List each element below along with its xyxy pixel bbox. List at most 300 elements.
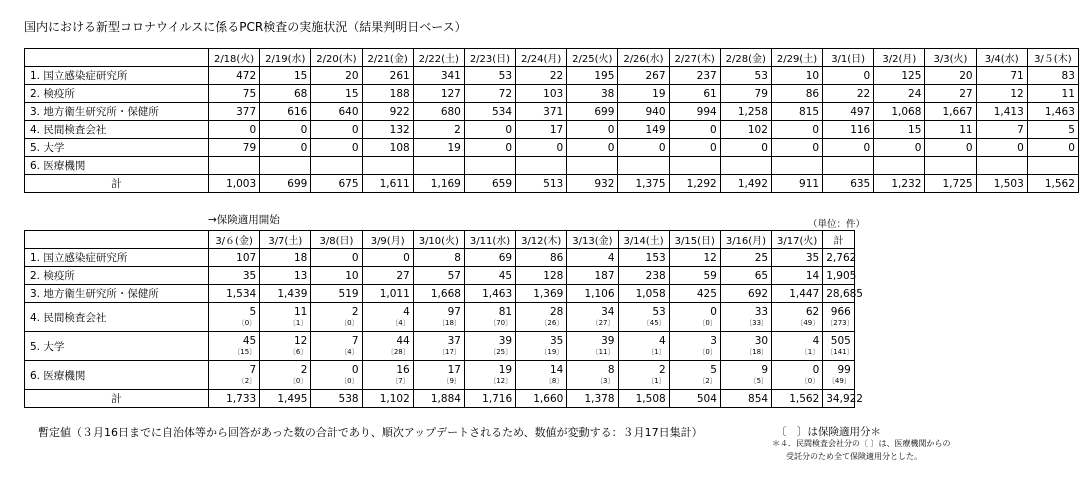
count-value: 0 [710, 306, 717, 318]
count-cell: 71 [976, 67, 1027, 85]
total-cell: 1,375 [618, 175, 669, 193]
count-value: 14 [549, 364, 564, 376]
table-header-row [25, 49, 1079, 67]
count-cell: 19 [618, 85, 669, 103]
row-label: 1. 国立感染症研究所 [25, 249, 209, 267]
count-cell [618, 303, 669, 332]
count-cell: 0 [260, 121, 311, 139]
count-cell [772, 332, 823, 361]
count-cell: 20 [311, 67, 362, 85]
insurance-count-value: 〔1〕 [647, 377, 666, 385]
insurance-count-value: 〔28〕 [386, 348, 410, 356]
total-cell: 1,716 [464, 390, 515, 408]
count-cell: 922 [362, 103, 413, 121]
insurance-count-value: 〔18〕 [745, 348, 769, 356]
total-cell: 1,292 [669, 175, 720, 193]
count-cell [720, 303, 771, 332]
count-cell: 45 [464, 267, 515, 285]
total-cell: 1,733 [209, 390, 260, 408]
count-cell [464, 361, 515, 390]
count-cell: 35 [772, 249, 823, 267]
insurance-count-value: 〔12〕 [489, 377, 513, 385]
count-cell: 1,011 [362, 285, 413, 303]
count-cell: 79 [209, 139, 260, 157]
count-cell: 25 [720, 249, 771, 267]
count-cell: 1,068 [874, 103, 925, 121]
count-cell [567, 332, 618, 361]
insurance-count-value: 〔4〕 [391, 319, 410, 327]
count-cell: 12 [669, 249, 720, 267]
count-cell: 371 [516, 103, 567, 121]
count-cell: 237 [669, 67, 720, 85]
count-cell [669, 157, 720, 175]
table-row [25, 103, 1079, 121]
insurance-count-value: 〔26〕 [540, 319, 564, 327]
date-header: 3/10(火) [413, 231, 464, 249]
date-header: 2/24(月) [516, 49, 567, 67]
count-cell [464, 303, 515, 332]
table-row [25, 332, 855, 361]
count-cell: 534 [464, 103, 515, 121]
count-cell [720, 332, 771, 361]
count-cell: 15 [260, 67, 311, 85]
count-cell [209, 361, 260, 390]
count-cell: 640 [311, 103, 362, 121]
count-cell: 0 [925, 139, 976, 157]
count-cell: 103 [516, 85, 567, 103]
total-cell: 635 [823, 175, 874, 193]
count-cell: 15 [311, 85, 362, 103]
count-value: 505 [830, 335, 851, 347]
count-cell: 4 [567, 249, 618, 267]
total-cell: 1,562 [1027, 175, 1078, 193]
count-cell [209, 157, 260, 175]
count-cell: 994 [669, 103, 720, 121]
count-cell: 107 [209, 249, 260, 267]
count-cell: 195 [567, 67, 618, 85]
count-cell: 1,534 [209, 285, 260, 303]
count-cell [874, 157, 925, 175]
total-cell: 1,884 [413, 390, 464, 408]
count-cell: 0 [1027, 139, 1078, 157]
count-value: 17 [447, 364, 461, 376]
count-cell: 187 [567, 267, 618, 285]
total-cell: 1,562 [772, 390, 823, 408]
count-cell: 68 [260, 85, 311, 103]
count-cell: 0 [771, 121, 822, 139]
count-cell: 0 [311, 139, 362, 157]
count-value: 2 [351, 306, 359, 318]
count-value: 2 [300, 364, 308, 376]
total-cell: 1,660 [516, 390, 567, 408]
insurance-count-value: 〔17〕 [438, 348, 461, 356]
count-cell: 24 [874, 85, 925, 103]
count-cell [260, 303, 311, 332]
row-label: 5. 大学 [25, 332, 209, 361]
date-header: 3/3(火) [925, 49, 976, 67]
count-cell: 86 [516, 249, 567, 267]
count-cell [720, 361, 771, 390]
total-label: 計 [25, 390, 209, 408]
count-value: 33 [754, 306, 769, 318]
count-cell: 7 [976, 121, 1027, 139]
insurance-count-value: 〔7〕 [391, 377, 410, 385]
count-cell: 2 [413, 121, 464, 139]
row-label: 6. 医療機関 [25, 361, 209, 390]
count-cell: 1,439 [260, 285, 311, 303]
date-header: 3/7(土) [260, 231, 311, 249]
count-cell [669, 332, 720, 361]
count-cell [516, 157, 567, 175]
date-header: 2/23(日) [464, 49, 515, 67]
count-cell [771, 157, 822, 175]
count-cell [413, 303, 464, 332]
count-cell: 8 [413, 249, 464, 267]
count-cell: 0 [464, 121, 515, 139]
count-value: 2 [659, 364, 666, 376]
insurance-count-value: 〔11〕 [591, 348, 615, 356]
count-value: 7 [249, 364, 257, 376]
count-cell: 5 [1027, 121, 1078, 139]
total-cell: 1,611 [362, 175, 413, 193]
count-cell [618, 332, 669, 361]
total-cell: 1,378 [567, 390, 618, 408]
count-value: 11 [294, 306, 308, 318]
count-cell [1027, 157, 1078, 175]
row-label: 4. 民間検査会社 [25, 303, 209, 332]
count-value: 16 [396, 364, 410, 376]
count-cell: 108 [362, 139, 413, 157]
insurance-count-value: 〔49〕 [796, 319, 820, 327]
date-header: 3/11(水) [464, 231, 515, 249]
date-header: 2/29(土) [771, 49, 822, 67]
count-cell [516, 303, 567, 332]
count-value: 39 [601, 335, 615, 347]
date-header: 2/28(金) [720, 49, 771, 67]
count-cell [260, 361, 311, 390]
count-cell: 0 [669, 139, 720, 157]
count-cell: 0 [874, 139, 925, 157]
date-header: 3/16(月) [720, 231, 771, 249]
count-cell: 61 [669, 85, 720, 103]
count-cell: 18 [260, 249, 311, 267]
date-header: 3/５(木) [1027, 49, 1078, 67]
count-cell: 0 [771, 139, 822, 157]
count-cell: 102 [720, 121, 771, 139]
count-cell: 341 [413, 67, 464, 85]
insurance-count-value: 〔273〕 [826, 319, 854, 327]
count-cell: 1,463 [1027, 103, 1078, 121]
header-blank-cell [25, 231, 209, 249]
date-header: 3/13(金) [567, 231, 618, 249]
count-cell: 692 [720, 285, 771, 303]
count-cell: 188 [362, 85, 413, 103]
count-cell: 267 [618, 67, 669, 85]
count-cell [669, 303, 720, 332]
count-cell [311, 332, 362, 361]
count-cell: 10 [771, 67, 822, 85]
count-value: 81 [498, 306, 513, 318]
count-cell: 79 [720, 85, 771, 103]
total-cell: 1,725 [925, 175, 976, 193]
row-total-cell: 28,685 [823, 285, 855, 303]
total-cell: 1,508 [618, 390, 669, 408]
table-row [25, 121, 1079, 139]
count-value: 3 [710, 335, 717, 347]
insurance-count-value: 〔1〕 [800, 348, 820, 356]
total-cell: 1,495 [260, 390, 311, 408]
count-cell: 1,668 [413, 285, 464, 303]
date-header: 2/25(火) [567, 49, 618, 67]
insurance-count-value: 〔141〕 [826, 348, 854, 356]
count-cell: 1,413 [976, 103, 1027, 121]
count-cell: 149 [618, 121, 669, 139]
count-value: 0 [812, 364, 820, 376]
date-header: 2/18(火) [209, 49, 260, 67]
count-cell: 0 [823, 67, 874, 85]
count-value: 28 [549, 306, 564, 318]
insurance-count-value: 〔6〕 [288, 348, 308, 356]
count-cell: 125 [874, 67, 925, 85]
table-row [25, 85, 1079, 103]
insurance-count-value: 〔18〕 [438, 319, 461, 327]
count-cell: 153 [618, 249, 669, 267]
total-cell: 675 [311, 175, 362, 193]
pcr-table-feb-mar [24, 48, 1079, 193]
total-cell: 504 [669, 390, 720, 408]
total-cell: 659 [464, 175, 515, 193]
page-title: 国内における新型コロナウイルスに係るPCR検査の実施状況（結果判明日ベース） [24, 20, 467, 34]
insurance-count-value: 〔0〕 [698, 348, 717, 356]
count-cell: 12 [976, 85, 1027, 103]
count-value: 12 [294, 335, 308, 347]
count-cell [464, 157, 515, 175]
count-value: 4 [812, 335, 820, 347]
insurance-count-value: 〔0〕 [237, 319, 257, 327]
count-value: 5 [249, 306, 257, 318]
count-value: 34 [601, 306, 615, 318]
count-cell [260, 332, 311, 361]
total-cell: 1,503 [976, 175, 1027, 193]
insurance-count-value: 〔2〕 [237, 377, 257, 385]
insurance-count-value: 〔25〕 [489, 348, 513, 356]
insurance-count-value: 〔49〕 [827, 377, 851, 385]
date-header: 3/8(日) [311, 231, 362, 249]
count-cell: 14 [772, 267, 823, 285]
count-cell: 17 [516, 121, 567, 139]
insurance-count-value: 〔27〕 [591, 319, 615, 327]
count-cell: 22 [823, 85, 874, 103]
table-row [25, 157, 1079, 175]
total-cell: 932 [567, 175, 618, 193]
count-cell: 0 [567, 121, 618, 139]
row-total-cell [823, 303, 855, 332]
provisional-note: 暫定値（３月16日までに自治体等から回答があった数の合計であり、順次アップデートされるため、数値が変動する：３月17日集計） [38, 426, 703, 439]
count-cell: 0 [311, 121, 362, 139]
table-row [25, 361, 855, 390]
date-header: 2/22(土) [413, 49, 464, 67]
count-cell [567, 303, 618, 332]
date-header: 2/20(木) [311, 49, 362, 67]
count-cell: 11 [925, 121, 976, 139]
count-cell: 699 [567, 103, 618, 121]
count-cell: 86 [771, 85, 822, 103]
row-label: 4. 民間検査会社 [25, 121, 209, 139]
count-cell: 20 [925, 67, 976, 85]
count-cell: 0 [311, 249, 362, 267]
table-row [25, 285, 855, 303]
count-cell: 472 [209, 67, 260, 85]
date-header: 2/26(水) [618, 49, 669, 67]
total-cell: 911 [771, 175, 822, 193]
count-cell: 11 [1027, 85, 1078, 103]
count-cell: 27 [925, 85, 976, 103]
date-header: 3/14(土) [618, 231, 669, 249]
date-header: 3/６(金) [209, 231, 260, 249]
insurance-count-value: 〔0〕 [340, 377, 359, 385]
count-value: 4 [403, 306, 410, 318]
row-total-cell [823, 332, 855, 361]
count-cell [925, 157, 976, 175]
total-cell: 1,232 [874, 175, 925, 193]
count-cell: 497 [823, 103, 874, 121]
count-cell: 0 [720, 139, 771, 157]
count-cell [260, 157, 311, 175]
count-cell: 1,667 [925, 103, 976, 121]
count-value: 44 [396, 335, 410, 347]
count-cell: 22 [516, 67, 567, 85]
date-header: 2/21(金) [362, 49, 413, 67]
table-row [25, 67, 1079, 85]
count-value: 97 [447, 306, 461, 318]
count-cell: 815 [771, 103, 822, 121]
count-value: 8 [607, 364, 615, 376]
total-label: 計 [25, 175, 209, 193]
count-cell: 0 [823, 139, 874, 157]
count-cell: 53 [464, 67, 515, 85]
count-cell [362, 303, 413, 332]
count-cell [413, 332, 464, 361]
table-row [25, 249, 855, 267]
count-cell [720, 157, 771, 175]
count-cell: 75 [209, 85, 260, 103]
count-cell: 680 [413, 103, 464, 121]
row-label: 6. 医療機関 [25, 157, 209, 175]
count-value: 39 [498, 335, 513, 347]
count-cell: 57 [413, 267, 464, 285]
insurance-count-value: 〔15〕 [233, 348, 257, 356]
count-cell [618, 157, 669, 175]
count-value: 30 [754, 335, 769, 347]
count-cell: 1,258 [720, 103, 771, 121]
insurance-count-value: 〔70〕 [489, 319, 513, 327]
count-value: 7 [351, 335, 359, 347]
count-cell [772, 361, 823, 390]
count-cell [823, 157, 874, 175]
count-cell: 1,106 [567, 285, 618, 303]
total-row [25, 390, 855, 408]
count-cell [311, 303, 362, 332]
date-header: 3/2(月) [874, 49, 925, 67]
row-label: 3. 地方衛生研究所・保健所 [25, 103, 209, 121]
count-cell: 69 [464, 249, 515, 267]
count-value: 99 [837, 364, 851, 376]
date-header: 3/12(木) [516, 231, 567, 249]
count-value: 19 [498, 364, 513, 376]
insurance-count-value: 〔45〕 [642, 319, 666, 327]
count-cell: 132 [362, 121, 413, 139]
count-value: 53 [652, 306, 666, 318]
insurance-count-value: 〔33〕 [745, 319, 769, 327]
insurance-count-value: 〔0〕 [800, 377, 820, 385]
header-blank-cell [25, 49, 209, 67]
count-cell: 616 [260, 103, 311, 121]
total-cell: 513 [516, 175, 567, 193]
count-value: 4 [659, 335, 666, 347]
count-cell: 10 [311, 267, 362, 285]
count-cell: 0 [209, 121, 260, 139]
count-cell: 377 [209, 103, 260, 121]
count-cell: 27 [362, 267, 413, 285]
count-cell: 519 [311, 285, 362, 303]
count-cell: 13 [260, 267, 311, 285]
table-row [25, 139, 1079, 157]
row-label: 2. 検疫所 [25, 85, 209, 103]
insurance-count-value: 〔0〕 [288, 377, 308, 385]
count-cell: 0 [516, 139, 567, 157]
count-cell [567, 157, 618, 175]
count-cell [516, 361, 567, 390]
count-value: 45 [242, 335, 257, 347]
unit-note: （単位：件） [808, 219, 866, 230]
insurance-count-value: 〔2〕 [698, 377, 717, 385]
total-cell: 699 [260, 175, 311, 193]
total-cell: 1,492 [720, 175, 771, 193]
count-value: 9 [761, 364, 769, 376]
table-row [25, 267, 855, 285]
count-cell [567, 361, 618, 390]
insurance-count-value: 〔0〕 [340, 319, 359, 327]
count-cell: 128 [516, 267, 567, 285]
count-cell: 127 [413, 85, 464, 103]
date-header: 3/1(日) [823, 49, 874, 67]
count-cell [772, 303, 823, 332]
insurance-count-value: 〔1〕 [288, 319, 308, 327]
count-cell [362, 361, 413, 390]
table-row [25, 303, 855, 332]
total-cell: 1,169 [413, 175, 464, 193]
count-cell: 425 [669, 285, 720, 303]
footnote-private-lab-line2: 受託分のため全て保険適用分とした。 [786, 452, 922, 461]
date-header: 3/15(日) [669, 231, 720, 249]
count-cell: 0 [618, 139, 669, 157]
insurance-count-value: 〔19〕 [540, 348, 564, 356]
pcr-table-mar [24, 230, 863, 408]
count-cell [209, 303, 260, 332]
row-total-cell: 2,762 [823, 249, 855, 267]
insurance-count-value: 〔9〕 [442, 377, 461, 385]
grand-total-cell: 34,922 [823, 390, 855, 408]
count-cell: 1,369 [516, 285, 567, 303]
insurance-count-value: 〔3〕 [596, 377, 615, 385]
count-cell: 940 [618, 103, 669, 121]
insurance-count-value: 〔8〕 [544, 377, 564, 385]
total-cell: 538 [311, 390, 362, 408]
count-value: 37 [447, 335, 461, 347]
count-value: 62 [805, 306, 820, 318]
count-cell: 261 [362, 67, 413, 85]
date-header: 2/19(水) [260, 49, 311, 67]
